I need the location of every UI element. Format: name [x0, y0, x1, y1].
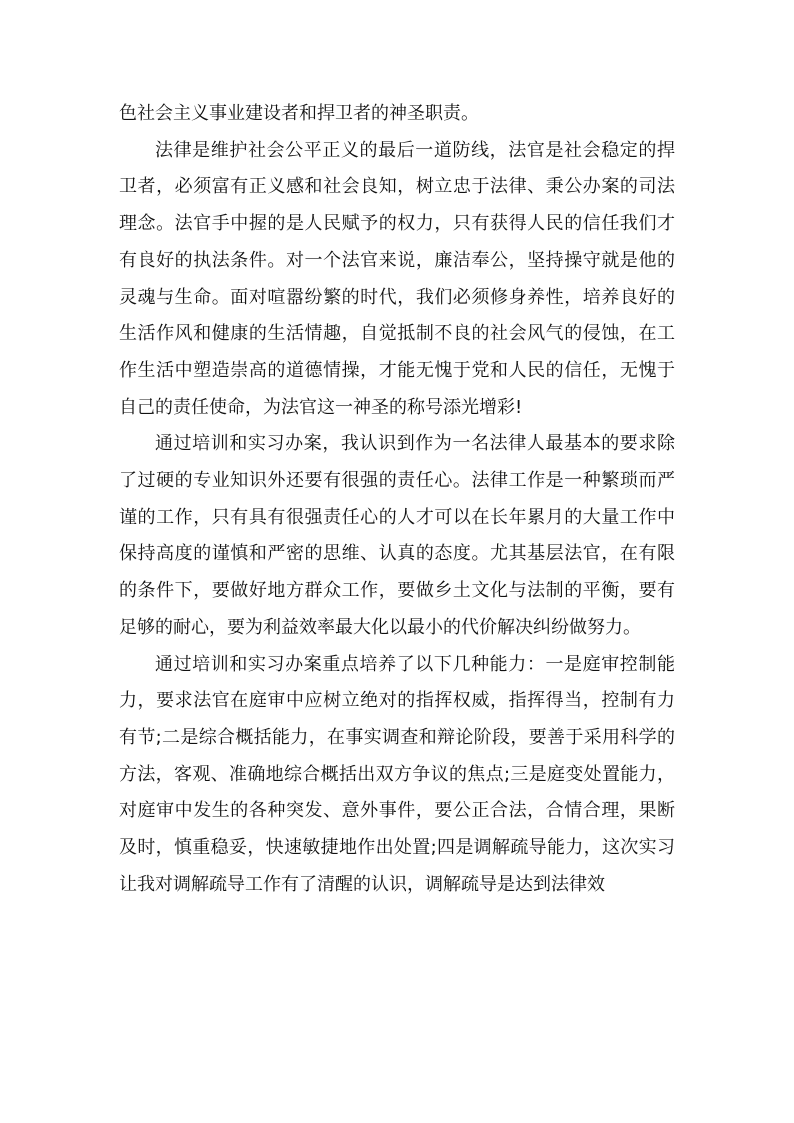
paragraph-2: 法律是维护社会公平正义的最后一道防线，法官是社会稳定的捍卫者，必须富有正义感和社会良知，树立忠于法律、秉公办案的司法理念。法官手中握的是人民赋予的权力，只有获得人民的信任我们才有良好的执法条件。对一个法官来说，廉洁奉公，坚持操守就是他的灵魂与生命。面对喧嚣纷繁的时代，我们必须修身养性，培养良好的生活作风和健康的生活情趣，自觉抵制不良的社会风气的侵蚀，在工作生活中塑造崇高的道德情操，才能无愧于党和人民的信任，无愧于自己的责任使命，为法官这一神圣的称号添光增彩! [119, 139, 675, 418]
paragraph-4: 通过培训和实习办案重点培养了以下几种能力：一是庭审控制能力，要求法官在庭审中应树立绝对的指挥权威，指挥得当，控制有力有节;二是综合概括能力，在事实调查和辩论阶段，要善于采用科学的方法，客观、准确地综合概括出双方争议的焦点;三是庭变处置能力，对庭审中发生的各种突发、意外事件，要公正合法，合情合理，果断及时，慎重稳妥，快速敏捷地作出处置;四是调解疏导能力，这次实习让我对调解疏导工作有了清醒的认识，调解疏导是达到法律效 [119, 653, 675, 895]
document-body [119, 96, 675, 903]
paragraph-1: 色社会主义事业建设者和捍卫者的神圣职责。 [119, 103, 479, 124]
paragraph-3: 通过培训和实习办案，我认识到作为一名法律人最基本的要求除了过硬的专业知识外还要有很强的责任心。法律工作是一种繁琐而严谨的工作，只有具有很强责任心的人才可以在长年累月的大量工作中保持高度的谨慎和严密的思维、认真的态度。尤其基层法官，在有限的条件下，要做好地方群众工作，要做乡土文化与法制的平衡，要有足够的耐心，要为利益效率最大化以最小的代价解决纠纷做努力。 [119, 433, 675, 638]
